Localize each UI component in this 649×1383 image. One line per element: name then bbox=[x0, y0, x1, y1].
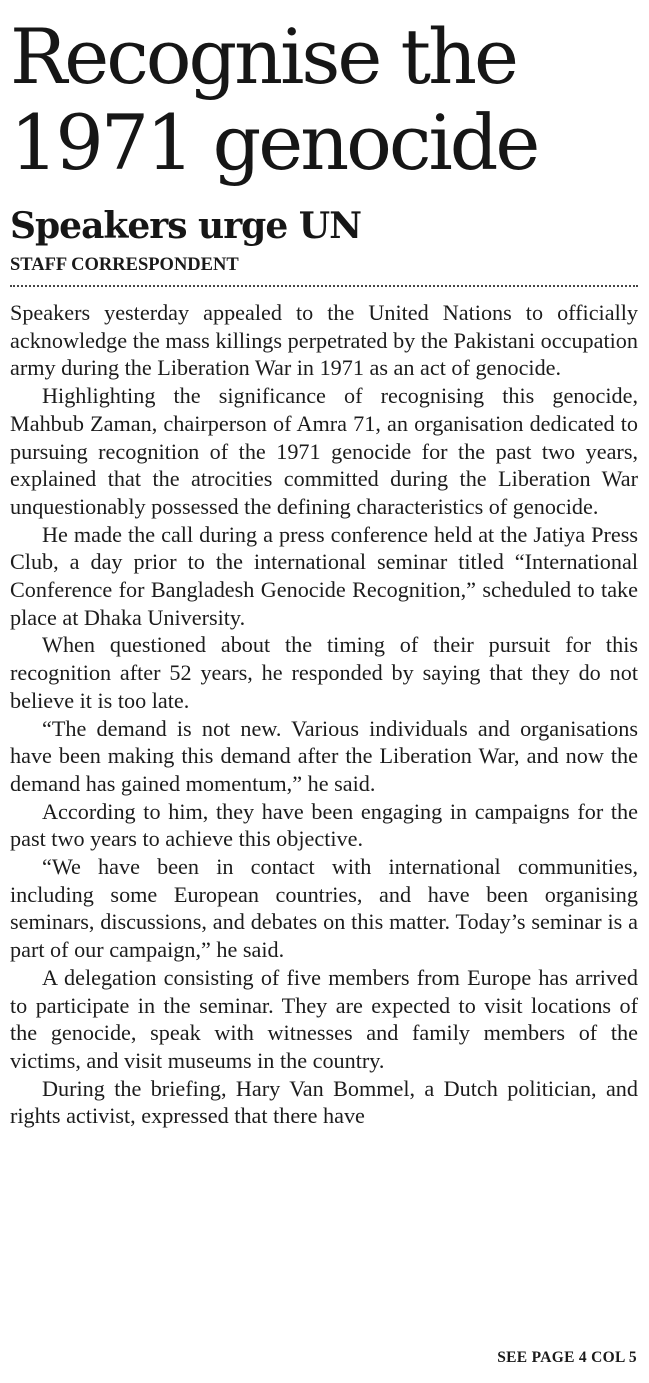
article-paragraph: According to him, they have been engaging in campaigns for the past two years to achieve this objective. bbox=[10, 798, 638, 852]
article-paragraph: A delegation consisting of five members from Europe has arrived to participate in the seminar. They are expected to visit locations of the genocide, speak with witnesses and family members of the victims, and visit museums in the country. bbox=[10, 964, 638, 1073]
jump-line: SEE PAGE 4 COL 5 bbox=[497, 1349, 637, 1366]
article-paragraph: He made the call during a press conference held at the Jatiya Press Club, a day prior to the international seminar titled “International Conference for Bangladesh Genocide Recognition,” scheduled to take place at Dhaka University. bbox=[10, 521, 638, 630]
news-article bbox=[10, 14, 638, 1130]
article-paragraph: When questioned about the timing of their pursuit for this recognition after 52 years, he responded by saying that they do not believe it is too late. bbox=[10, 632, 638, 713]
article-paragraph: “We have been in contact with international communities, including some European countries, and have been organising seminars, discussions, and debates on this matter. Today’s seminar is a part of our campaign,” he said. bbox=[10, 854, 638, 963]
article-paragraph: Highlighting the significance of recognising this genocide, Mahbub Zaman, chairperson of Amra 71, an organisation dedicated to pursuing recognition of the 1971 genocide for the past two years, explained that the atrocities committed during the Liberation War unquestionably possessed the defining characteristics of genocide. bbox=[10, 383, 638, 519]
article-paragraph: “The demand is not new. Various individuals and organisations have been making this demand after the Liberation War, and now the demand has gained momentum,” he said. bbox=[10, 715, 638, 796]
article-body bbox=[10, 299, 638, 1130]
article-paragraph: During the briefing, Hary Van Bommel, a Dutch politician, and rights activist, expressed that there have bbox=[10, 1075, 638, 1129]
byline: STAFF CORRESPONDENT bbox=[10, 253, 638, 287]
subheadline: Speakers urge UN bbox=[10, 205, 362, 247]
article-paragraph: Speakers yesterday appealed to the United Nations to officially acknowledge the mass killings perpetrated by the Pakistani occupation army during the Liberation War in 1971 as an act of genocide. bbox=[10, 300, 638, 381]
headline: Recognise the 1971 genocide bbox=[10, 12, 538, 187]
